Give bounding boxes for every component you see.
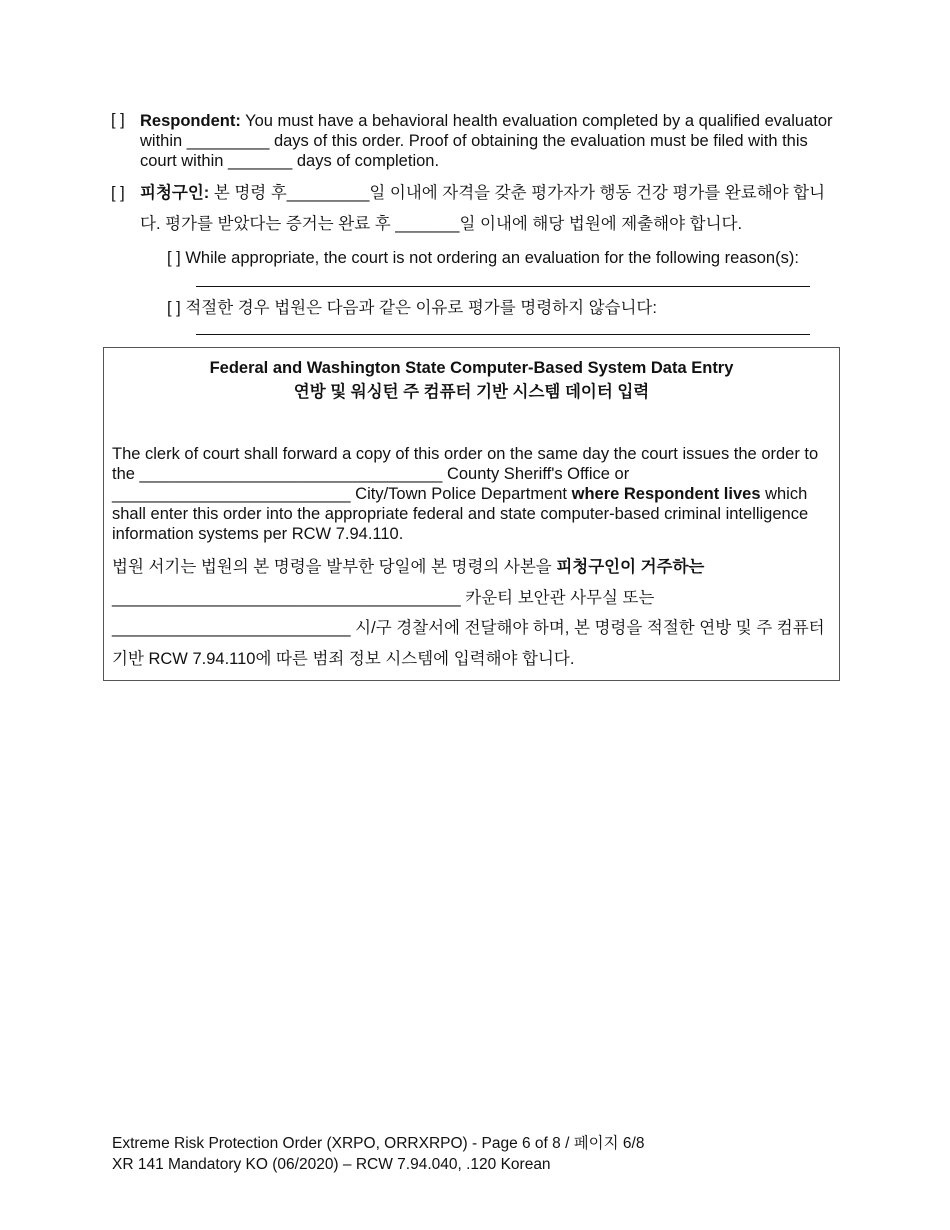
respondent-evaluation-item bbox=[111, 111, 841, 171]
reason-line[interactable] bbox=[196, 286, 810, 287]
page-footer bbox=[112, 1133, 644, 1175]
respondent-evaluation-item-ko bbox=[111, 178, 841, 240]
respondent-checkbox[interactable]: [ ] bbox=[111, 111, 125, 129]
footer-form-code: XR 141 Mandatory KO (06/2020) – RCW 7.94.040, .120 Korean bbox=[112, 1156, 551, 1173]
evaluation-days-blank[interactable]: _________ bbox=[186, 132, 270, 150]
not-ordering-option[interactable]: [ ] While appropriate, the court is not ordering an evaluation for the following reason(s): bbox=[167, 249, 799, 267]
clerk-instructions-en: The clerk of court shall forward a copy of this order on the same day the court issues the order to the _________________________________ County Sheriff's Office or __________________________ City/Town Police Department where Respondent lives which shall enter this order into the appropriate federal and state computer-based criminal intelligence information systems per RCW 7.94.110. bbox=[112, 445, 819, 543]
respondent-checkbox-ko[interactable]: [ ] bbox=[111, 184, 125, 202]
data-entry-box bbox=[103, 347, 840, 681]
city-blank-ko[interactable]: __________________________ bbox=[112, 619, 351, 637]
evaluation-days-blank-ko[interactable]: _________ bbox=[286, 184, 370, 202]
proof-days-blank-ko[interactable]: _______ bbox=[395, 215, 460, 233]
reason-line-ko[interactable] bbox=[196, 334, 810, 335]
footer-form-title: Extreme Risk Protection Order (XRPO, ORRXRPO) - Page 6 of 8 / 페이지 6/8 bbox=[112, 1135, 645, 1152]
city-blank[interactable]: __________________________ bbox=[112, 485, 351, 503]
respondent-label: Respondent: bbox=[140, 112, 241, 130]
respondent-evaluation-text: Respondent: You must have a behavioral health evaluation completed by a qualified evaluator within _________ days of this order. Proof of obtaining the evaluation must be filed with this court within _______ days of completion. bbox=[140, 112, 833, 170]
proof-days-blank[interactable]: _______ bbox=[228, 152, 293, 170]
box-title-en: Federal and Washington State Computer-Based System Data Entry bbox=[209, 359, 734, 377]
respondent-evaluation-text-ko: 피청구인: 본 명령 후_________일 이내에 자격을 갖춘 평가자가 행동 건강 평가를 완료해야 합니다. 평가를 받았다는 증거는 완료 후 _______일 이내에 해당 법원에 제출해야 합니다. bbox=[140, 184, 826, 233]
county-blank[interactable]: _________________________________ bbox=[139, 465, 443, 483]
respondent-label-ko: 피청구인: bbox=[140, 184, 210, 202]
not-ordering-option-ko[interactable]: [ ] 적절한 경우 법원은 다음과 같은 이유로 평가를 명령하지 않습니다: bbox=[167, 299, 657, 317]
county-blank-ko[interactable]: ______________________________________ bbox=[112, 588, 461, 607]
clerk-instructions-ko: 법원 서기는 법원의 본 명령을 발부한 당일에 본 명령의 사본을 피청구인이 거주하는 ______________________________________ 카운티 보안관 사무실 또는 __________________________ 시/구 경찰서에 전달해야 하며, 본 명령을 적절한 연방 및 주 컴퓨터 기반 RCW 7.94.110에 따른 범죄 정보 시스템에 입력해야 합니다. bbox=[112, 558, 825, 668]
box-title-ko: 연방 및 워싱턴 주 컴퓨터 기반 시스템 데이터 입력 bbox=[293, 383, 650, 401]
